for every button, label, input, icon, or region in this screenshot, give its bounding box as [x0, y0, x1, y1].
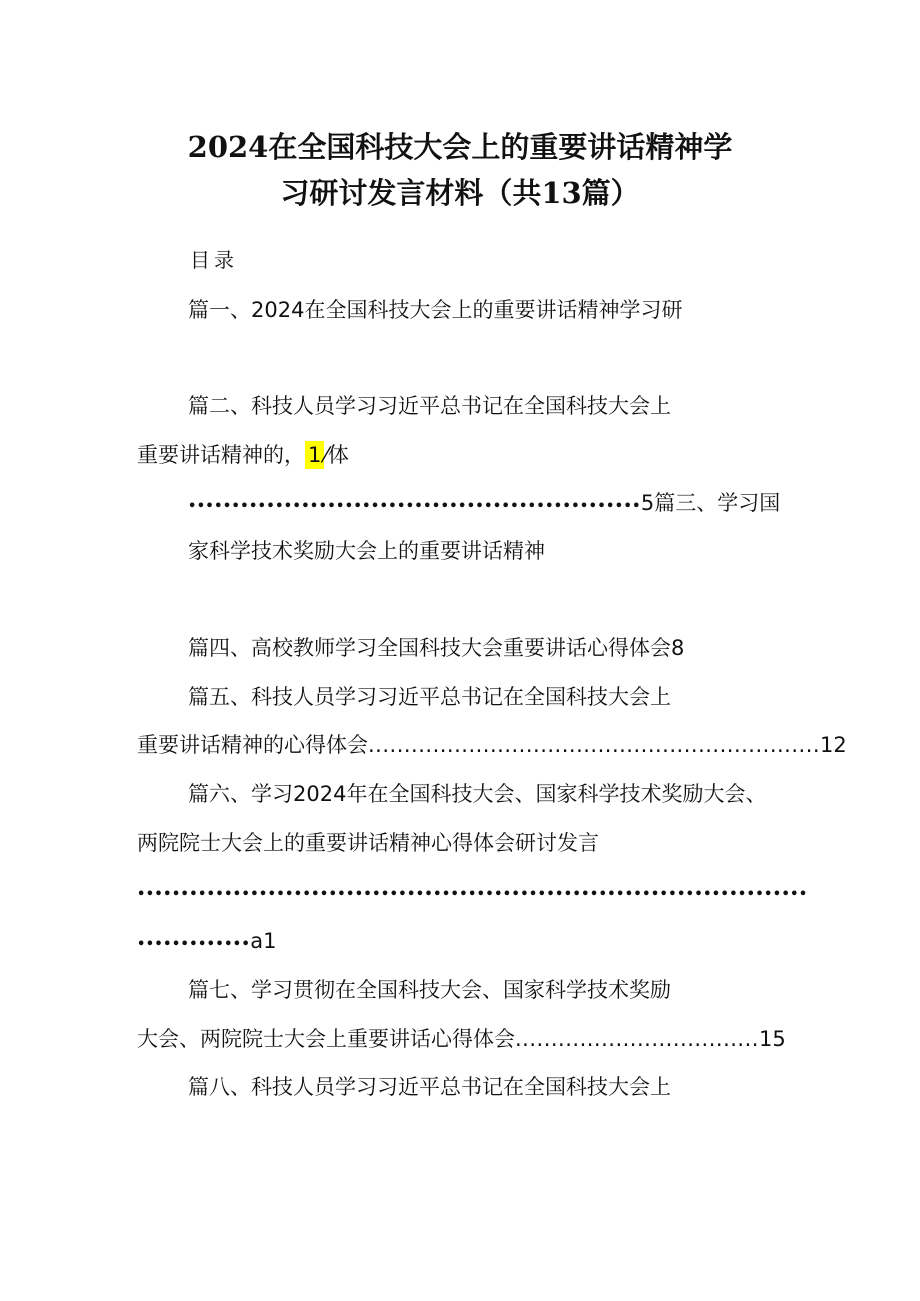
toc-entry-7-line-1: 篇七、学习贯彻在全国科技大会、国家科学技术奖励 [188, 978, 671, 1002]
toc-entry-5-page: 12 [820, 733, 847, 757]
toc-entry-6-line-2: 两院院士大会上的重要讲话精神心得体会研讨发言 [137, 831, 599, 855]
leader-dots: ••••••••••••• [137, 937, 251, 952]
toc-entry-7-page: 15 [758, 1027, 786, 1051]
leader-dots: •••••••••••••••••••••••••••••••••••••••••••••••••••• [188, 499, 641, 514]
toc-entry-6-page: a1 [250, 929, 277, 953]
toc-entry-2-page-and-entry-3: 5篇三、学习国 [640, 491, 781, 515]
toc-entry-6-line-4 [137, 926, 276, 960]
leader-dots: ••••••••••••••••••••••••••••••••••••••••••••••••••••••••••••••••••••••••••••• [137, 887, 808, 902]
toc-entry-8-line-1: 篇八、科技人员学习习近平总书记在全国科技大会上 [188, 1075, 671, 1099]
toc-entry-7-line-2 [137, 1024, 786, 1054]
toc-entry-5-line-1: 篇五、科技人员学习习近平总书记在全国科技大会上 [188, 685, 671, 709]
toc-entry-2-text: 重要讲话精神的， [137, 443, 305, 467]
leader-dots: .................................. [515, 1027, 759, 1051]
toc-entry-4-line-1: 篇四、高校教师学习全国科技大会重要讲话心得体会8 [188, 636, 685, 660]
toc-entry-5-line-2 [137, 730, 847, 760]
leader-dots: ............................................................... [368, 733, 821, 757]
toc-entry-1-line-1: 篇一、2024在全国科技大会上的重要讲话精神学习研 [188, 298, 683, 322]
highlight-mark: 1 [305, 441, 324, 469]
toc-entry-2-line-3 [188, 488, 780, 522]
toc-entry-6-line-3 [137, 876, 808, 910]
toc-entry-2-line-1: 篇二、科技人员学习习近平总书记在全国科技大会上 [188, 394, 671, 418]
toc-entry-2-line-2 [137, 440, 349, 470]
toc-heading: 目录 [190, 248, 238, 272]
document-title-line-1: 2024在全国科技大会上的重要讲话精神学 [187, 130, 733, 164]
document-title-line-2: 习研讨发言材料（共13篇） [280, 176, 640, 210]
toc-entry-5-text: 重要讲话精神的心得体会 [137, 733, 368, 757]
toc-entry-7-text: 大会、两院院士大会上重要讲话心得体会 [137, 1027, 515, 1051]
toc-entry-3-line-2: 家科学技术奖励大会上的重要讲话精神 [188, 539, 545, 563]
toc-entry-2-tail: ⁄体 [324, 443, 349, 467]
toc-entry-6-line-1: 篇六、学习2024年在全国科技大会、国家科学技术奖励大会、 [188, 782, 767, 806]
